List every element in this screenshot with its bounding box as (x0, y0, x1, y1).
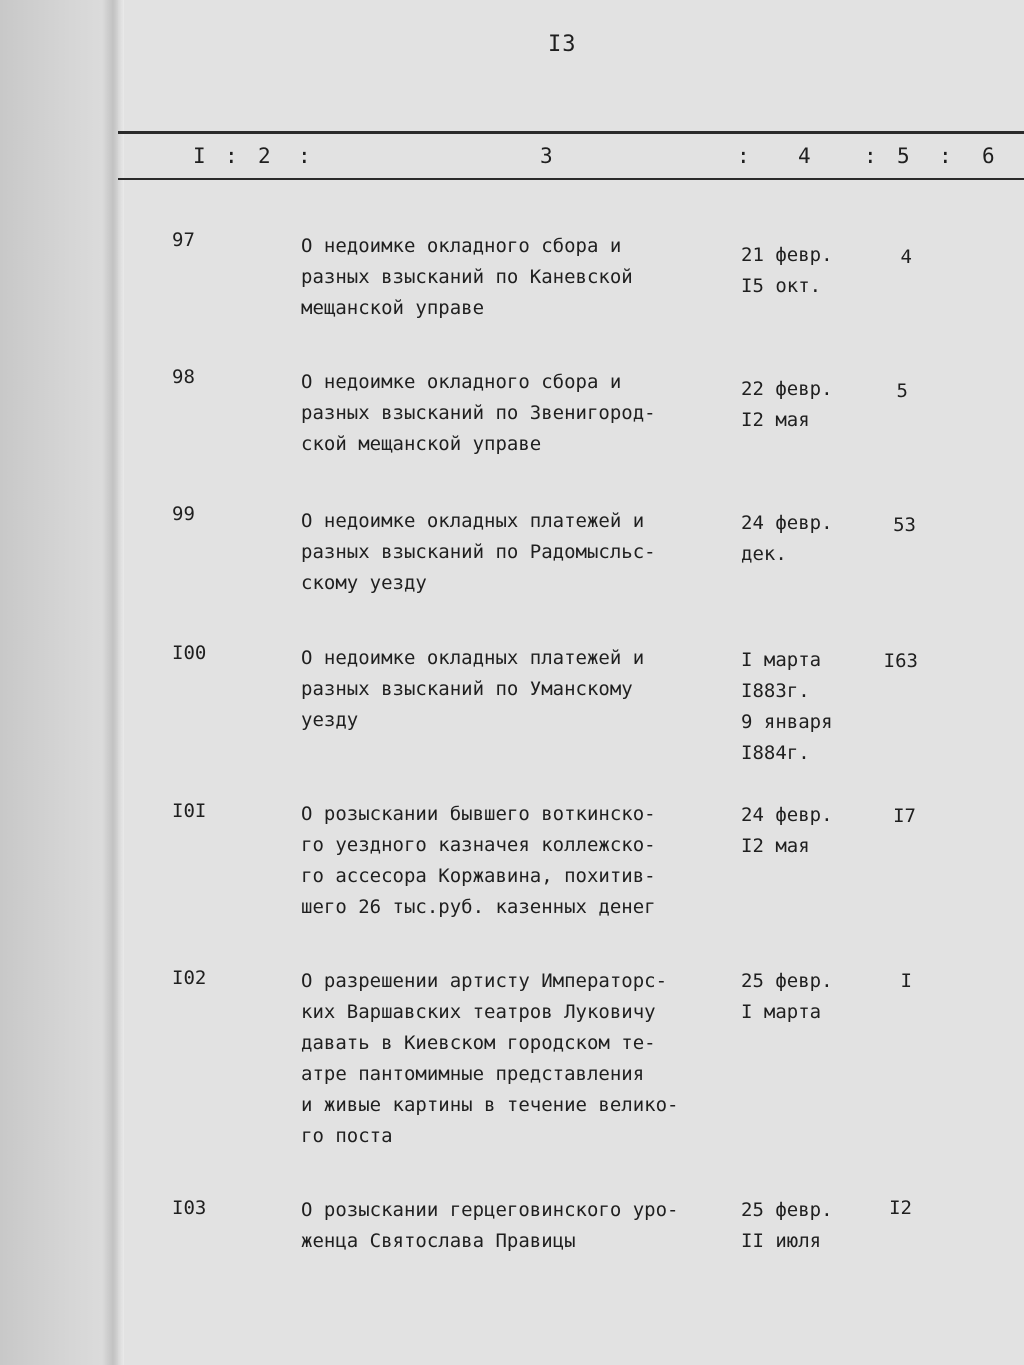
row-dates: I марта I883г. 9 января I884г. (741, 649, 833, 764)
row-sheet-count: 53 (893, 514, 916, 536)
page-fold-shadow (102, 0, 124, 1365)
col-header-6: 6 (982, 144, 995, 168)
row-number: 99 (172, 503, 195, 525)
row-sheet-count: I63 (883, 650, 918, 672)
row-dates: 22 февр. I2 мая (741, 378, 833, 431)
row-number: I0I (172, 800, 207, 822)
col-separator: : (298, 144, 311, 168)
row-dates: 24 февр. дек. (741, 512, 833, 565)
row-number: 97 (172, 229, 195, 251)
row-dates: 25 февр. I марта (741, 970, 833, 1023)
header-rule-top (118, 131, 1024, 134)
page-number: I3 (548, 32, 577, 57)
row-sheet-count: I7 (893, 805, 916, 827)
row-description: О недоимке окладного сбора и разных взысканий по Каневской мещанской управе (301, 235, 633, 319)
col-separator: : (939, 144, 952, 168)
col-header-2: 2 (258, 144, 271, 168)
row-sheet-count: I2 (889, 1197, 912, 1219)
row-description: О недоимке окладных платежей и разных взысканий по Уманскому уезду (301, 647, 645, 731)
row-sheet-count: I (900, 970, 912, 992)
col-header-1: I (193, 144, 206, 168)
row-description: О недоимке окладного сбора и разных взысканий по Звенигород- ской мещанской управе (301, 371, 656, 455)
row-dates: 21 февр. I5 окт. (741, 244, 833, 297)
row-sheet-count: 4 (900, 246, 912, 268)
row-description: О недоимке окладных платежей и разных взысканий по Радомысльс- скому уезду (301, 510, 656, 594)
row-number: I02 (172, 967, 207, 989)
row-sheet-count: 5 (896, 380, 908, 402)
row-description: О розыскании бывшего воткинско- го уездного казначея коллежско- го ассесора Коржавина, похитив- шего 26 тыс.руб. казенных денег (301, 803, 656, 918)
col-separator: : (737, 144, 750, 168)
col-header-5: 5 (897, 144, 910, 168)
row-number: 98 (172, 366, 195, 388)
col-separator: : (225, 144, 238, 168)
row-number: I03 (172, 1197, 207, 1219)
row-dates: 24 февр. I2 мая (741, 804, 833, 857)
row-description: О розыскании герцеговинского уро- женца Святослава Правицы (301, 1199, 679, 1252)
col-header-4: 4 (798, 144, 811, 168)
row-dates: 25 февр. II июля (741, 1199, 833, 1252)
row-description: О разрешении артисту Императорс- ких Варшавских театров Луковичу давать в Киевском городском те- атре пантомимные представления и живые картины в течение велико- го поста (301, 970, 679, 1147)
row-number: I00 (172, 642, 207, 664)
col-header-3: 3 (540, 144, 553, 168)
col-separator: : (864, 144, 877, 168)
header-rule-bottom (118, 178, 1024, 180)
